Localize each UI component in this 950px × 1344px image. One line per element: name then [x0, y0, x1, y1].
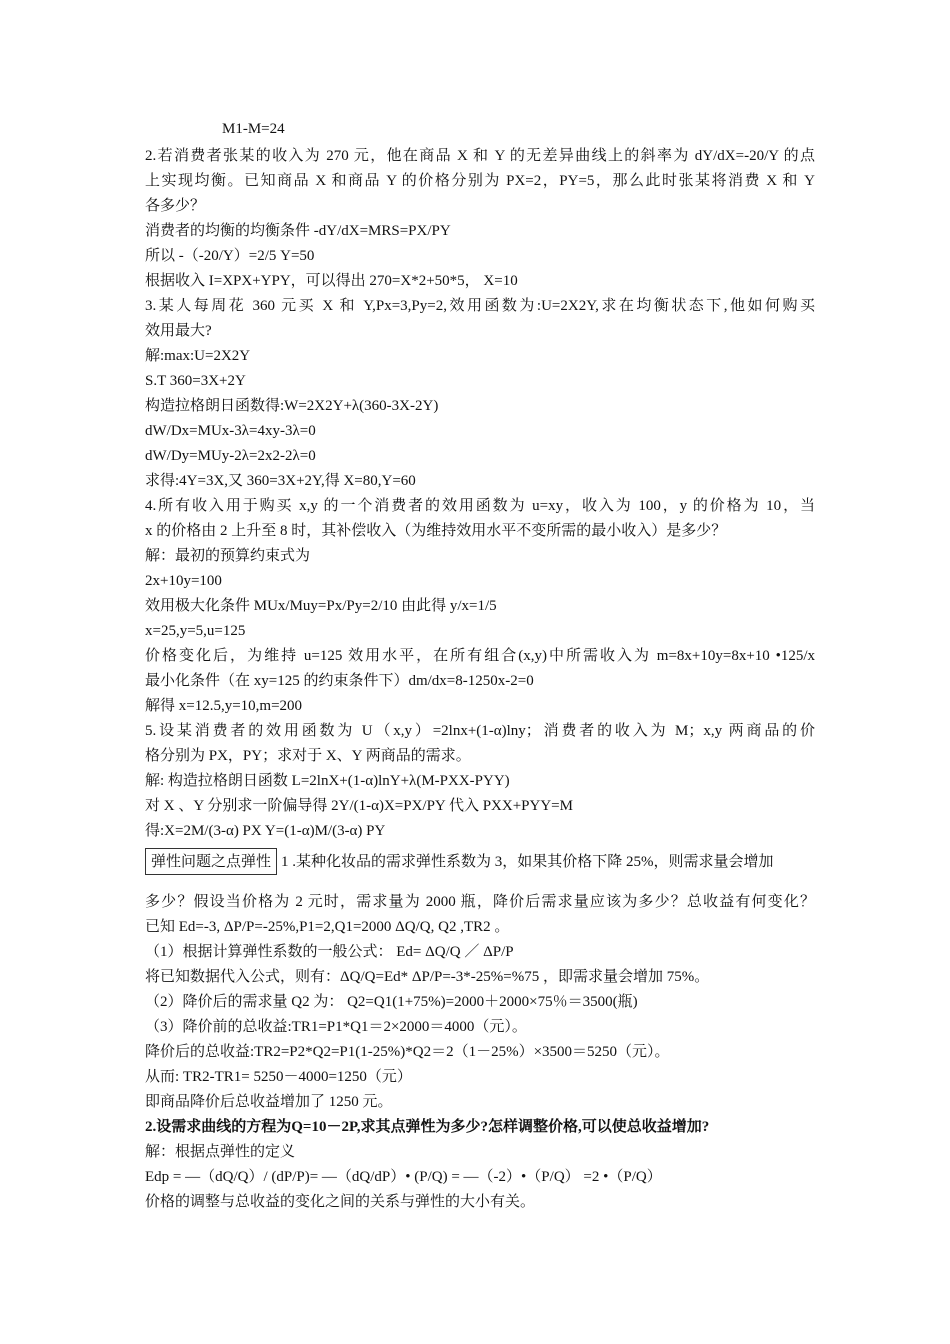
text-line: 解:max:U=2X2Y: [145, 348, 251, 364]
text-line: 解：根据点弹性的定义: [145, 1144, 296, 1160]
text-line: x=25,y=5,u=125: [145, 623, 246, 639]
text-line: S.T 360=3X+2Y: [145, 373, 246, 389]
text-line: （1）根据计算弹性系数的一般公式： Ed= ΔQ/Q ／ ΔP/P: [145, 944, 514, 960]
text-line: 所以 -（-20/Y）=2/5 Y=50: [145, 248, 315, 264]
text-line: 解得 x=12.5,y=10,m=200: [145, 698, 303, 714]
question-line: 效用最大?: [145, 323, 212, 339]
text-line: 价格变化后，为维持 u=125 效用水平，在所有组合(x,y)中所需收入为 m=8x+10y=8x+10 •125/x: [145, 648, 815, 664]
text-line: 降价后的总收益:TR2=P2*Q2=P1(1-25%)*Q2＝2（1－25%）×3500＝5250（元）。: [145, 1044, 670, 1060]
question-line: 2.若消费者张某的收入为 270 元，他在商品 X 和 Y 的无差异曲线上的斜率为 dY/dX=-20/Y 的点: [145, 148, 815, 164]
text-line: 得:X=2M/(3-α) PX Y=(1-α)M/(3-α) PY: [145, 823, 386, 839]
text-line: （3）降价前的总收益:TR1=P1*Q1＝2×2000＝4000（元）。: [145, 1019, 527, 1035]
text-line: 即商品降价后总收益增加了 1250 元。: [145, 1094, 393, 1110]
text-line: 求得:4Y=3X,又 360=3X+2Y,得 X=80,Y=60: [145, 473, 416, 489]
section-label-box: 弹性问题之点弹性: [145, 848, 277, 875]
text-line: dW/Dy=MUy-2λ=2x2-2λ=0: [145, 448, 316, 464]
question-line: 上实现均衡。已知商品 X 和商品 Y 的价格分别为 PX=2，PY=5，那么此时张某将消费 X 和 Y: [145, 173, 815, 189]
text-line: 消费者的均衡的均衡条件 -dY/dX=MRS=PX/PY: [145, 223, 451, 239]
text-line: 解：最初的预算约束式为: [145, 548, 311, 564]
text-line: 根据收入 I=XPX+YPY，可以得出 270=X*2+50*5， X=10: [145, 273, 518, 289]
question-line: 各多少？: [145, 198, 206, 214]
question-line: 5.设某消费者的效用函数为 U（x,y）=2lnx+(1-α)lny；消费者的收入为 M；x,y 两商品的价: [145, 723, 815, 739]
question-line: 4.所有收入用于购买 x,y 的一个消费者的效用函数为 u=xy，收入为 100，y 的价格为 10，当: [145, 498, 815, 514]
text-line: Edp = —（dQ/Q）/ (dP/P)= —（dQ/dP）• (P/Q) = —（-2）•（P/Q） =2 •（P/Q）: [145, 1169, 662, 1185]
text-line: 解: 构造拉格朗日函数 L=2lnX+(1-α)lnY+λ(M-PXX-PYY): [145, 773, 510, 789]
text-line: 2x+10y=100: [145, 573, 222, 589]
question-line: 多少？假设当价格为 2 元时，需求量为 2000 瓶，降价后需求量应该为多少？总收益有何变化？: [145, 894, 815, 910]
question-text: 1 .某种化妆品的需求弹性系数为 3，如果其价格下降 25%，则需求量会增加: [281, 854, 774, 870]
text-line: 从而: TR2-TR1= 5250－4000=1250（元）: [145, 1069, 412, 1085]
text-line: 价格的调整与总收益的变化之间的关系与弹性的大小有关。: [145, 1194, 536, 1210]
text-line: 构造拉格朗日函数得:W=2X2Y+λ(360-3X-2Y): [145, 398, 439, 414]
text-line: （2）降价后的需求量 Q2 为： Q2=Q1(1+75%)=2000＋2000×75％＝3500(瓶): [145, 994, 638, 1010]
text-line: M1-M=24: [222, 121, 285, 137]
question-line: 格分别为 PX，PY；求对于 X、Y 两商品的需求。: [145, 748, 471, 764]
text-line: 对 X 、Y 分别求一阶偏导得 2Y/(1-α)X=PX/PY 代入 PXX+PYY=M: [145, 798, 573, 814]
text-line: 已知 Ed=-3, ΔP/P=-25%,P1=2,Q1=2000 ΔQ/Q, Q2 ,TR2 。: [145, 919, 510, 935]
text-line: dW/Dx=MUx-3λ=4xy-3λ=0: [145, 423, 316, 439]
question-line: x 的价格由 2 上升至 8 时，其补偿收入（为维持效用水平不变所需的最小收入）是多少？: [145, 523, 727, 539]
text-line: 最小化条件（在 xy=125 的约束条件下）dm/dx=8-1250x-2=0: [145, 673, 534, 689]
question-line: 3.某人每周花 360 元买 X 和 Y,Px=3,Py=2,效用函数为:U=2X2Y,求在均衡状态下,他如何购买: [145, 298, 815, 314]
text-line: 效用极大化条件 MUx/Muy=Px/Py=2/10 由此得 y/x=1/5: [145, 598, 497, 614]
question-line: 2.设需求曲线的方程为Q=10－2P,求其点弹性为多少?怎样调整价格,可以使总收益增加?: [145, 1119, 710, 1135]
section-header-line: [145, 848, 815, 875]
text-line: 将已知数据代入公式，则有：ΔQ/Q=Ed* ΔP/P=-3*-25%=%75 ，即需求量会增加 75%。: [145, 969, 710, 985]
